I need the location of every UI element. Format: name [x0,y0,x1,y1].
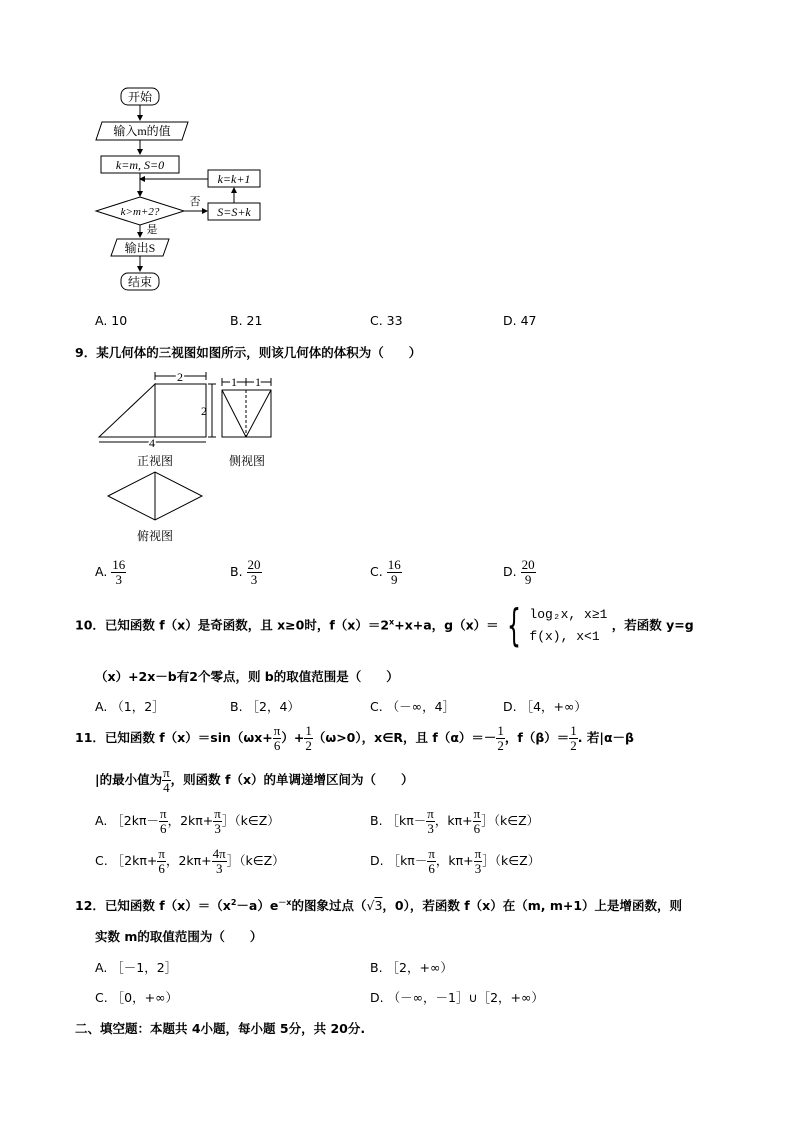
dim-right: 2 [201,404,207,418]
dim-side-left: 1 [231,375,237,389]
q8-option-b: B. 21 [230,313,263,328]
dim-bottom: 4 [149,436,155,450]
q11-option-b: B. ［kπ－ $\frac{\pi}{3}$ ，kπ+ $\frac{\pi}{6}$ ］（k∈Z） [370,806,540,836]
top-view-label: 俯视图 [136,529,174,543]
front-view-label: 正视图 [136,454,174,468]
q10-option-a: A. （1，2］ [95,699,165,714]
q12-option-c: C. ［0，+∞） [95,990,179,1005]
front-view-shape [99,384,155,437]
q12-option-d: D. （－∞，－1］∪［2，+∞） [370,990,544,1005]
q9-option-c-fraction: $\frac{16}{9}$ [387,557,401,587]
flowchart [90,84,270,296]
q11-option-c: C. ［2kπ+ $\frac{\pi}{6}$ ，2kπ+ $\frac{4\pi}{3}$ ］（k∈Z） [95,846,285,876]
flow-output: 输出S [124,241,156,255]
q12-option-b: B. ［2，+∞） [370,960,453,975]
q10-option-c: C. （－∞，4］ [370,699,456,714]
q9-option-a: A. $\frac{16}{3}$ [95,557,126,587]
flow-no: 否 [189,196,201,208]
q12-stem-line1: 12．已知函数 $f(x)=(x^2-a)e^{-x}$的图象过点（√3，0），若函数 f（x）在（m, m+1）上是增函数，则 [75,897,683,913]
flow-input: 输入m的值 [113,124,171,138]
q8-option-a: A. 10 [95,313,128,328]
three-view-figure [94,372,284,544]
q9-option-d: D. $\frac{20}{9}$ [503,557,535,587]
piecewise-brace: { [507,600,522,651]
q9-option-c: C. $\frac{16}{9}$ [370,557,401,587]
q8-option-c: C. 33 [370,313,403,328]
flow-init: k=m, S=0 [115,158,165,172]
q9-option-a-fraction: $\frac{16}{3}$ [112,557,126,587]
flow-increment: k=k+1 [217,172,251,186]
q10-stem-line2: （x）+2x－b有2个零点，则 b的取值范围是（ ） [95,669,399,684]
q10-option-d: D. ［4，+∞） [503,699,587,714]
flow-end: 结束 [127,275,153,289]
q11-option-d: D. ［kπ－ $\frac{\pi}{6}$ ，kπ+ $\frac{\pi}{3}$ ］（k∈Z） [370,846,541,876]
q10-option-b: B. ［2，4） [230,699,300,714]
q12-option-a: A. ［－1，2］ [95,960,178,975]
q9-option-b: B. $\frac{20}{3}$ [230,557,261,587]
q9-option-d-fraction: $\frac{20}{9}$ [521,557,535,587]
dim-top: 2 [177,372,183,384]
q12-stem-line2: 实数 m的取值范围为（ ） [95,929,263,944]
dim-side-right: 1 [255,375,261,389]
q9-stem: 9．某几何体的三视图如图所示，则该几何体的体积为（ ） [75,345,422,360]
flow-yes: 是 [146,224,158,236]
piecewise-cases: log₂x, x≥1 f(x), x<1 [529,607,608,644]
q11-option-a: A. ［2kπ－ $\frac{\pi}{6}$ ，2kπ+ $\frac{\pi}{3}$ ］（k∈Z） [95,806,280,836]
q10-stem-line1: 10．已知函数 f（x）是奇函数，且 x≥0时，$f(x)=2^x+x+a$，g（x）＝ { log₂x, x≥1 f(x), x<1 ，若函数 y=g [75,600,694,651]
q8-option-d: D. 47 [503,313,537,328]
q11-stem-line1: 11．已知函数 f（x）＝sin（ωx+ $\frac{\pi}{6}$ ）+ $\frac{1}{2}$ （ω>0），x∈R，且 f（α）＝－ $\frac{1}{2}$ ，f（β）＝ $\frac{1}{2}$ . 若|α－β [75,723,634,753]
flow-condition: k>m+2? [120,206,160,218]
q11-stem-line2: |的最小值为 $\frac{\pi}{4}$ ，则函数 f（x）的单调递增区间为（ ） [95,765,414,795]
section-heading: 二、填空题：本题共 4小题，每小题 5分，共 20分. [75,1021,366,1036]
side-view-label: 侧视图 [228,454,266,468]
flow-start: 开始 [127,90,153,104]
flow-sum: S=S+k [217,205,251,219]
q9-option-b-fraction: $\frac{20}{3}$ [247,557,261,587]
